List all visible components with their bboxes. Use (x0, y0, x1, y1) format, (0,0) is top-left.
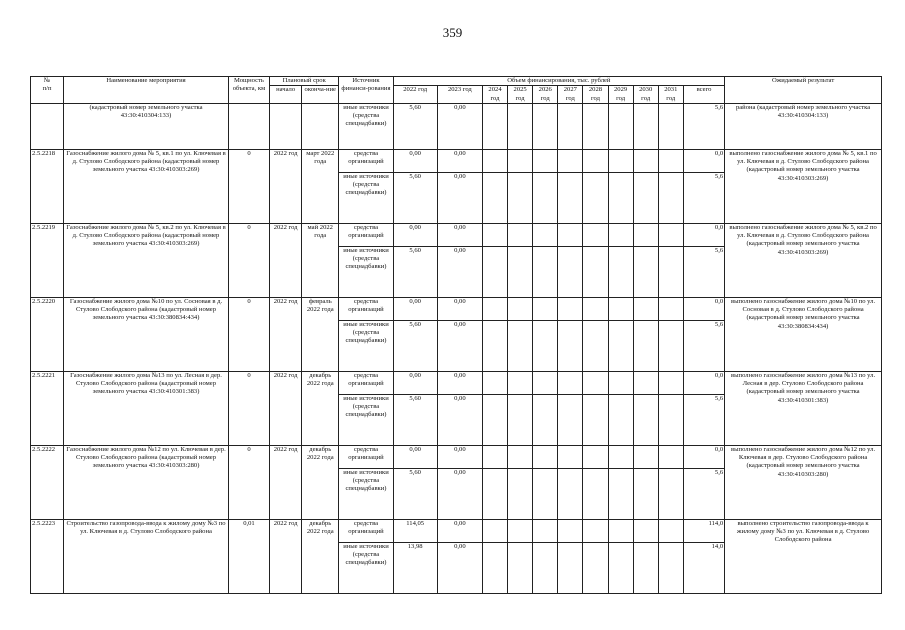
row-2022: 13,98 (393, 542, 437, 593)
row-source: иные источники (средства спецнадбавки) (339, 468, 393, 519)
row-end: май 2022 года (302, 223, 339, 297)
row-2022: 5,60 (393, 320, 437, 371)
row-empty-year (558, 320, 583, 371)
row-empty-year (558, 542, 583, 593)
row-2023: 0,00 (437, 223, 482, 246)
page-number: 359 (442, 25, 463, 40)
row-total: 5,6 (683, 172, 724, 223)
header-year: 2024 год (482, 86, 507, 104)
row-2022: 0,00 (393, 371, 437, 394)
row-empty-year (658, 542, 683, 593)
row-empty-year (658, 371, 683, 394)
row-empty-year (533, 103, 558, 149)
header-row (31, 77, 882, 86)
row-empty-year (583, 519, 608, 542)
row-empty-year (608, 542, 633, 593)
row-empty-year (658, 320, 683, 371)
row-source: средства организаций (339, 297, 393, 320)
header-year: 2026 год (533, 86, 558, 104)
row-2023: 0,00 (437, 371, 482, 394)
header-period: Плановый срок (270, 77, 339, 86)
row-empty-year (533, 371, 558, 394)
row-total: 114,0 (683, 519, 724, 542)
row-empty-year (633, 519, 658, 542)
row-empty-year (533, 172, 558, 223)
header-year: всего (683, 86, 724, 104)
row-empty-year (533, 445, 558, 468)
row-empty-year (583, 445, 608, 468)
funding-table (30, 76, 882, 594)
row-empty-year (508, 542, 533, 593)
row-empty-year (658, 103, 683, 149)
header-capacity: Мощность объекта, км (228, 77, 269, 104)
table-row (31, 149, 882, 172)
row-empty-year (482, 519, 507, 542)
row-total: 5,6 (683, 394, 724, 445)
row-result: выполнено газоснабжение жилого дома № 5, кв.1 по ул. Ключевая в д. Стулово Слободского района (кадастровый номер земельного участка 43:30:410303:269) (725, 149, 882, 223)
row-end (302, 103, 339, 149)
row-empty-year (508, 519, 533, 542)
header-year: 2023 год (437, 86, 482, 104)
row-empty-year (608, 223, 633, 246)
row-empty-year (508, 246, 533, 297)
row-empty-year (658, 519, 683, 542)
row-2023: 0,00 (437, 542, 482, 593)
row-number: 2.5.2222 (31, 445, 64, 519)
row-empty-year (633, 223, 658, 246)
row-2022: 5,60 (393, 172, 437, 223)
table-row (31, 103, 882, 149)
row-result: выполнено газоснабжение жилого дома №12 по ул. Ключевая в дер. Стулово Слободского района (кадастровый номер земельного участка 43:30:410303:280) (725, 445, 882, 519)
row-capacity: 0,01 (228, 519, 269, 593)
row-empty-year (482, 103, 507, 149)
row-empty-year (633, 172, 658, 223)
row-2023: 0,00 (437, 149, 482, 172)
row-empty-year (482, 320, 507, 371)
row-empty-year (533, 519, 558, 542)
row-empty-year (583, 172, 608, 223)
row-empty-year (583, 223, 608, 246)
row-empty-year (558, 103, 583, 149)
row-empty-year (583, 542, 608, 593)
row-empty-year (583, 468, 608, 519)
row-start: 2022 год (270, 445, 302, 519)
row-empty-year (633, 103, 658, 149)
row-total: 14,0 (683, 542, 724, 593)
row-empty-year (558, 246, 583, 297)
row-2023: 0,00 (437, 445, 482, 468)
row-empty-year (482, 468, 507, 519)
row-source: средства организаций (339, 149, 393, 172)
row-empty-year (482, 172, 507, 223)
row-start: 2022 год (270, 297, 302, 371)
row-number: 2.5.2223 (31, 519, 64, 593)
row-number: 2.5.2219 (31, 223, 64, 297)
row-empty-year (608, 246, 633, 297)
row-empty-year (482, 297, 507, 320)
row-2022: 5,60 (393, 246, 437, 297)
row-start (270, 103, 302, 149)
row-name: Газоснабжение жилого дома № 5, кв.1 по ул. Ключевая в д. Стулово Слободского района (кадастровый номер земельного участка 43:30:410303:269) (64, 149, 229, 223)
row-total: 0,0 (683, 445, 724, 468)
row-empty-year (482, 223, 507, 246)
row-name: Газоснабжение жилого дома № 5, кв.2 по ул. Ключевая в д. Стулово Слободского района (кадастровый номер земельного участка 43:30:410303:269) (64, 223, 229, 297)
row-empty-year (533, 246, 558, 297)
row-empty-year (608, 149, 633, 172)
table-header (31, 77, 882, 104)
row-empty-year (533, 468, 558, 519)
row-empty-year (508, 320, 533, 371)
row-empty-year (508, 468, 533, 519)
row-empty-year (533, 542, 558, 593)
row-end: декабрь 2022 года (302, 445, 339, 519)
row-empty-year (558, 223, 583, 246)
row-empty-year (633, 445, 658, 468)
row-empty-year (633, 394, 658, 445)
row-number (31, 103, 64, 149)
row-empty-year (508, 297, 533, 320)
row-end: март 2022 года (302, 149, 339, 223)
row-empty-year (658, 297, 683, 320)
row-name: Газоснабжение жилого дома №10 по ул. Сосновая в д. Стулово Слободского района (кадастровый номер земельного участка 43:30:380834:434) (64, 297, 229, 371)
row-start: 2022 год (270, 519, 302, 593)
row-empty-year (633, 149, 658, 172)
row-empty-year (583, 297, 608, 320)
row-source: иные источники (средства спецнадбавки) (339, 394, 393, 445)
row-start: 2022 год (270, 223, 302, 297)
header-source: Источник финанси-рования (339, 77, 393, 104)
row-source: средства организаций (339, 519, 393, 542)
row-empty-year (608, 394, 633, 445)
header-year: 2028 год (583, 86, 608, 104)
row-source: средства организаций (339, 371, 393, 394)
row-empty-year (533, 223, 558, 246)
row-empty-year (558, 149, 583, 172)
row-result: выполнено строительство газопровода-ввода к жилому дому №3 по ул. Ключевая в д. Стулово Слободского района (725, 519, 882, 593)
row-name: (кадастровый номер земельного участка 43:30:410304:133) (64, 103, 229, 149)
row-total: 0,0 (683, 223, 724, 246)
row-empty-year (482, 246, 507, 297)
row-empty-year (658, 172, 683, 223)
row-empty-year (608, 468, 633, 519)
row-source: иные источники (средства спецнадбавки) (339, 542, 393, 593)
row-name: Газоснабжение жилого дома №13 по ул. Лесная в дер. Стулово Слободского района (кадастровый номер земельного участка 43:30:410301:383) (64, 371, 229, 445)
row-empty-year (558, 445, 583, 468)
row-start: 2022 год (270, 149, 302, 223)
row-capacity: 0 (228, 297, 269, 371)
row-empty-year (508, 445, 533, 468)
row-source: иные источники (средства спецнадбавки) (339, 320, 393, 371)
row-capacity (228, 103, 269, 149)
row-source: средства организаций (339, 445, 393, 468)
row-total: 5,6 (683, 103, 724, 149)
row-result: выполнено газоснабжение жилого дома №13 по ул. Лесная в дер. Стулово Слободского района (кадастровый номер земельного участка 43:30:410301:383) (725, 371, 882, 445)
row-empty-year (608, 320, 633, 371)
row-empty-year (508, 223, 533, 246)
row-2022: 5,60 (393, 394, 437, 445)
row-number: 2.5.2220 (31, 297, 64, 371)
row-name: Строительство газопровода-ввода к жилому дому №3 по ул. Ключевая в д. Стулово Слободского района (64, 519, 229, 593)
row-2022: 5,60 (393, 103, 437, 149)
row-2023: 0,00 (437, 468, 482, 519)
row-result: выполнено газоснабжение жилого дома №10 по ул. Сосновая в д. Стулово Слободского района (кадастровый номер земельного участка 43:30:380834:434) (725, 297, 882, 371)
row-empty-year (658, 246, 683, 297)
row-2022: 0,00 (393, 297, 437, 320)
row-empty-year (658, 149, 683, 172)
row-2023: 0,00 (437, 172, 482, 223)
row-result: района (кадастровый номер земельного участка 43:30:410304:133) (725, 103, 882, 149)
row-empty-year (583, 394, 608, 445)
table-row (31, 371, 882, 394)
row-empty-year (558, 297, 583, 320)
row-empty-year (508, 172, 533, 223)
row-source: иные источники (средства спецнадбавки) (339, 172, 393, 223)
row-empty-year (633, 246, 658, 297)
row-total: 5,6 (683, 320, 724, 371)
row-empty-year (633, 468, 658, 519)
table-body (31, 103, 882, 593)
table-row (31, 519, 882, 542)
header-year: 2030 год (633, 86, 658, 104)
row-2023: 0,00 (437, 246, 482, 297)
row-empty-year (482, 149, 507, 172)
row-total: 0,0 (683, 297, 724, 320)
row-source: средства организаций (339, 223, 393, 246)
row-end: февраль 2022 года (302, 297, 339, 371)
row-source: иные источники (средства спецнадбавки) (339, 246, 393, 297)
row-empty-year (533, 394, 558, 445)
row-name: Газоснабжение жилого дома №12 по ул. Ключевая в дер. Стулово Слободского района (кадастровый номер земельного участка 43:30:410303:280) (64, 445, 229, 519)
row-empty-year (558, 394, 583, 445)
header-period-end: оконча-ние (302, 86, 339, 104)
row-empty-year (482, 371, 507, 394)
header-year: 2031 год (658, 86, 683, 104)
row-start: 2022 год (270, 371, 302, 445)
row-2023: 0,00 (437, 297, 482, 320)
row-capacity: 0 (228, 371, 269, 445)
row-end: декабрь 2022 года (302, 519, 339, 593)
header-funding: Объем финансирования, тыс. рублей (393, 77, 725, 86)
header-year: 2025 год (508, 86, 533, 104)
row-source: иные источники (средства спецнадбавки) (339, 103, 393, 149)
row-2022: 0,00 (393, 223, 437, 246)
row-empty-year (558, 468, 583, 519)
header-num: № п/п (31, 77, 64, 104)
row-empty-year (583, 149, 608, 172)
header-name: Наименование мероприятия (64, 77, 229, 104)
table-row (31, 445, 882, 468)
row-empty-year (608, 371, 633, 394)
row-empty-year (508, 103, 533, 149)
header-year: 2029 год (608, 86, 633, 104)
row-total: 5,6 (683, 468, 724, 519)
row-empty-year (658, 223, 683, 246)
row-empty-year (583, 246, 608, 297)
row-empty-year (508, 371, 533, 394)
row-empty-year (608, 445, 633, 468)
row-empty-year (608, 519, 633, 542)
row-2022: 0,00 (393, 445, 437, 468)
row-empty-year (533, 297, 558, 320)
header-result: Ожидаемый результат (725, 77, 882, 104)
row-empty-year (482, 445, 507, 468)
row-empty-year (658, 394, 683, 445)
row-empty-year (658, 445, 683, 468)
row-empty-year (533, 149, 558, 172)
row-number: 2.5.2221 (31, 371, 64, 445)
table-row (31, 223, 882, 246)
row-result: выполнено газоснабжение жилого дома № 5, кв.2 по ул. Ключевая в д. Стулово Слободского района (кадастровый номер земельного участка 43:30:410303:269) (725, 223, 882, 297)
row-empty-year (558, 519, 583, 542)
row-empty-year (482, 394, 507, 445)
row-capacity: 0 (228, 149, 269, 223)
header-period-start: начало (270, 86, 302, 104)
row-capacity: 0 (228, 223, 269, 297)
row-empty-year (558, 371, 583, 394)
row-number: 2.5.2218 (31, 149, 64, 223)
table-row (31, 297, 882, 320)
row-empty-year (633, 297, 658, 320)
row-empty-year (533, 320, 558, 371)
row-2022: 5,60 (393, 468, 437, 519)
row-2022: 114,05 (393, 519, 437, 542)
row-empty-year (508, 394, 533, 445)
row-end: декабрь 2022 года (302, 371, 339, 445)
row-empty-year (608, 103, 633, 149)
row-empty-year (583, 103, 608, 149)
row-empty-year (583, 371, 608, 394)
row-capacity: 0 (228, 445, 269, 519)
row-2023: 0,00 (437, 103, 482, 149)
row-empty-year (608, 297, 633, 320)
header-year: 2022 год (393, 86, 437, 104)
row-empty-year (583, 320, 608, 371)
row-empty-year (633, 320, 658, 371)
row-empty-year (608, 172, 633, 223)
row-empty-year (658, 468, 683, 519)
row-2023: 0,00 (437, 394, 482, 445)
row-total: 0,0 (683, 149, 724, 172)
row-empty-year (633, 371, 658, 394)
row-empty-year (633, 542, 658, 593)
row-empty-year (508, 149, 533, 172)
row-total: 5,6 (683, 246, 724, 297)
row-2023: 0,00 (437, 519, 482, 542)
header-year: 2027 год (558, 86, 583, 104)
row-total: 0,0 (683, 371, 724, 394)
row-2022: 0,00 (393, 149, 437, 172)
row-2023: 0,00 (437, 320, 482, 371)
row-empty-year (558, 172, 583, 223)
row-empty-year (482, 542, 507, 593)
